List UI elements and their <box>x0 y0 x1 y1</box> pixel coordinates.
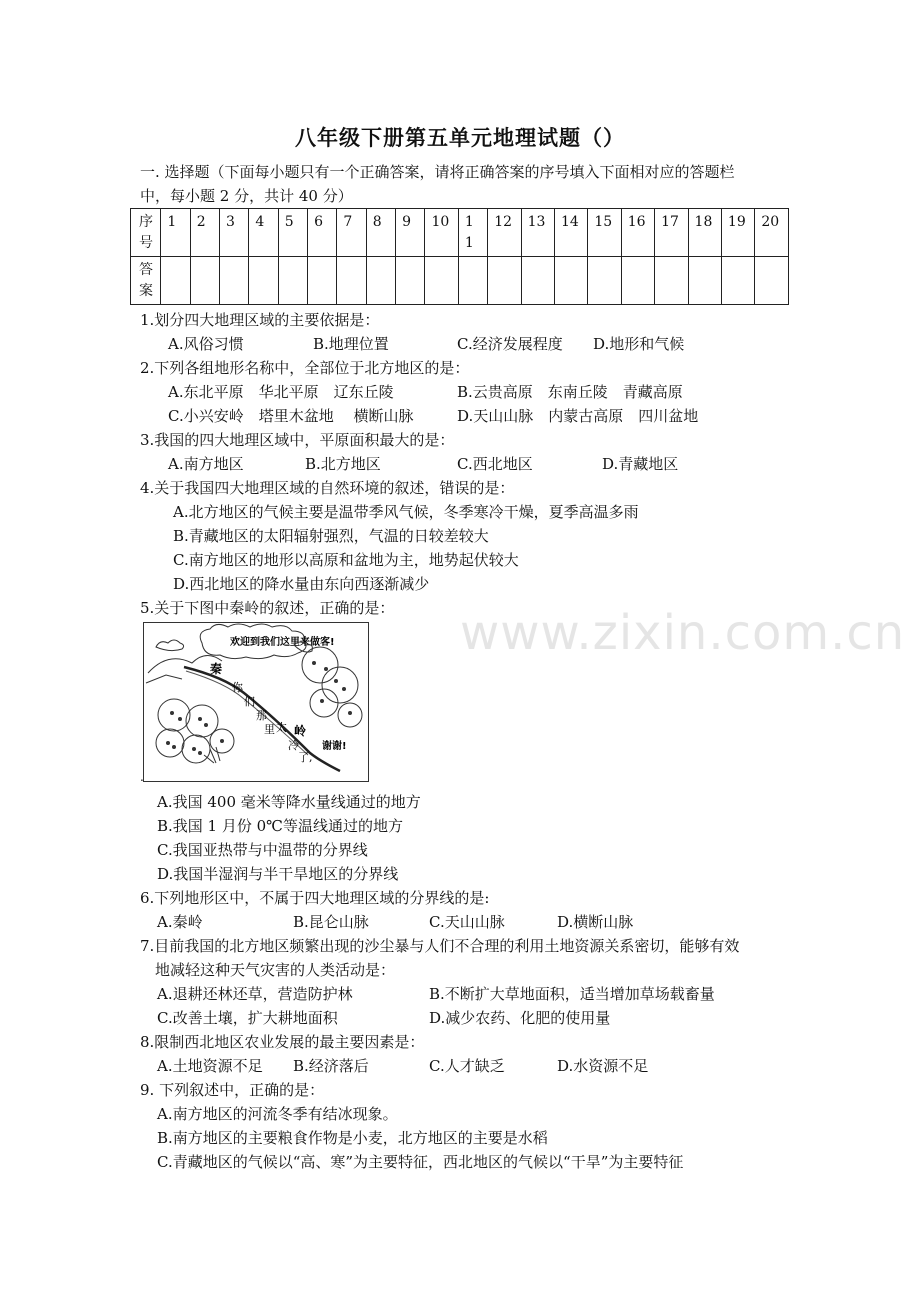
answer-cell[interactable] <box>278 257 307 305</box>
option-d[interactable]: D.地形和气候 <box>593 335 685 353</box>
table-number-cell: 11 <box>458 209 487 257</box>
option-c[interactable]: C.我国亚热带与中温带的分界线 <box>157 841 368 859</box>
cartoon-speech-char: 了, <box>298 751 313 764</box>
question-3-stem: 3.我国的四大地理区域中，平原面积最大的是： <box>140 431 455 449</box>
option-d[interactable]: D.天山山脉 内蒙古高原 四川盆地 <box>457 407 699 425</box>
option-a[interactable]: A.北方地区的气候主要是温带季风气候，冬季寒冷干燥，夏季高温多雨 <box>173 503 639 521</box>
answer-cell[interactable] <box>721 257 754 305</box>
table-number-cell: 2 <box>190 209 219 257</box>
question-1-stem: 1.划分四大地理区域的主要依据是： <box>140 311 380 329</box>
option-c[interactable]: C.经济发展程度 <box>457 335 563 353</box>
answer-cell[interactable] <box>337 257 366 305</box>
table-number-cell: 17 <box>655 209 688 257</box>
answer-cell[interactable] <box>588 257 621 305</box>
answer-cell[interactable] <box>521 257 554 305</box>
option-d[interactable]: D.青藏地区 <box>602 455 679 473</box>
answer-cell[interactable] <box>755 257 789 305</box>
option-d[interactable]: D.西北地区的降水量由东向西逐渐减少 <box>173 575 430 593</box>
option-b[interactable]: B.我国 1 月份 0℃等温线通过的地方 <box>157 817 403 835</box>
cartoon-speech-char: 们 <box>244 695 255 708</box>
option-a[interactable]: A.东北平原 华北平原 辽东丘陵 <box>168 383 394 401</box>
answer-table-answer-row <box>131 257 789 305</box>
answer-table <box>130 208 789 305</box>
option-a[interactable]: A.南方地区的河流冬季有结冰现象。 <box>157 1105 398 1123</box>
cartoon-qin-label: 秦 <box>210 662 223 676</box>
table-number-cell: 14 <box>554 209 587 257</box>
section-instruction-line2: 中，每小题 2 分，共计 40 分） <box>140 187 353 205</box>
answer-cell[interactable] <box>396 257 425 305</box>
answer-cell[interactable] <box>425 257 458 305</box>
answer-cell[interactable] <box>621 257 654 305</box>
answer-cell[interactable] <box>308 257 337 305</box>
table-number-cell: 13 <box>521 209 554 257</box>
figure-anchor-dot: . <box>140 770 144 784</box>
question-6-stem: 6.下列地形区中，不属于四大地理区域的分界线的是: <box>140 889 490 907</box>
option-c[interactable]: C.人才缺乏 <box>429 1057 505 1075</box>
section-instruction-line1: 一. 选择题（下面每小题只有一个正确答案，请将正确答案的序号填入下面相对应的答题栏 <box>140 163 735 181</box>
option-a[interactable]: A.秦岭 <box>157 913 203 931</box>
answer-cell[interactable] <box>554 257 587 305</box>
table-number-cell: 9 <box>396 209 425 257</box>
answer-cell[interactable] <box>366 257 395 305</box>
option-a[interactable]: A.我国 400 毫米等降水量线通过的地方 <box>157 793 421 811</box>
table-number-cell: 16 <box>621 209 654 257</box>
option-c[interactable]: C.小兴安岭 塔里木盆地 横断山脉 <box>168 407 414 425</box>
answer-cell[interactable] <box>190 257 219 305</box>
table-number-cell: 19 <box>721 209 754 257</box>
option-b[interactable]: B.云贵高原 东南丘陵 青藏高原 <box>457 383 683 401</box>
question-5-stem: 5.关于下图中秦岭的叙述，正确的是： <box>140 599 395 617</box>
option-d[interactable]: D.横断山脉 <box>557 913 634 931</box>
option-b[interactable]: B.昆仑山脉 <box>293 913 369 931</box>
table-number-cell: 7 <box>337 209 366 257</box>
cartoon-thanks-text: 谢谢! <box>322 741 347 752</box>
answer-cell[interactable] <box>488 257 521 305</box>
option-c[interactable]: C.西北地区 <box>457 455 533 473</box>
option-b[interactable]: B.经济落后 <box>293 1057 369 1075</box>
option-c[interactable]: C.天山山脉 <box>429 913 505 931</box>
option-b[interactable]: B.青藏地区的太阳辐射强烈，气温的日较差较大 <box>173 527 489 545</box>
option-c[interactable]: C.南方地区的地形以高原和盆地为主，地势起伏较大 <box>173 551 519 569</box>
option-c[interactable]: C.改善土壤，扩大耕地面积 <box>157 1009 338 1027</box>
table-number-cell: 3 <box>220 209 249 257</box>
answer-cell[interactable] <box>458 257 487 305</box>
cartoon-speech-char: 里 <box>264 723 275 736</box>
table-number-cell: 1 <box>161 209 190 257</box>
cartoon-speech-char: 冷 <box>288 739 299 752</box>
option-a[interactable]: A.退耕还林还草，营造防护林 <box>157 985 353 1003</box>
option-a[interactable]: A.土地资源不足 <box>157 1057 263 1075</box>
qinling-cartoon-figure <box>143 622 369 782</box>
answer-cell[interactable] <box>249 257 278 305</box>
option-b[interactable]: B.地理位置 <box>313 335 389 353</box>
answer-cell[interactable] <box>161 257 190 305</box>
question-2-stem: 2.下列各组地形名称中，全部位于北方地区的是： <box>140 359 470 377</box>
question-7-stem-line2: 地减轻这种天气灾害的人类活动是： <box>155 961 396 979</box>
table-header-cell: 答案 <box>131 257 161 305</box>
answer-cell[interactable] <box>655 257 688 305</box>
cartoon-ling-label: 岭 <box>294 724 307 738</box>
cartoon-welcome-text: 欢迎到我们这里来做客! <box>230 637 335 648</box>
cartoon-speech-char: 那 <box>256 709 267 722</box>
table-number-cell: 18 <box>688 209 721 257</box>
option-a[interactable]: A.风俗习惯 <box>168 335 244 353</box>
option-d[interactable]: D.我国半湿润与半干旱地区的分界线 <box>157 865 399 883</box>
answer-table-number-row <box>131 209 789 257</box>
option-d[interactable]: D.减少农药、化肥的使用量 <box>429 1009 611 1027</box>
cartoon-speech-char: 太 <box>276 721 287 734</box>
option-b[interactable]: B.不断扩大草地面积，适当增加草场载畜量 <box>429 985 715 1003</box>
table-number-cell: 6 <box>308 209 337 257</box>
page-title: 八年级下册第五单元地理试题（） <box>295 125 625 150</box>
table-number-cell: 15 <box>588 209 621 257</box>
table-number-cell: 12 <box>488 209 521 257</box>
option-c[interactable]: C.青藏地区的气候以“高、寒”为主要特征，西北地区的气候以“干旱”为主要特征 <box>157 1153 684 1171</box>
table-number-cell: 4 <box>249 209 278 257</box>
option-d[interactable]: D.水资源不足 <box>557 1057 649 1075</box>
cartoon-speech-char: 你 <box>232 681 243 694</box>
option-b[interactable]: B.南方地区的主要粮食作物是小麦，北方地区的主要是水稻 <box>157 1129 548 1147</box>
question-8-stem: 8.限制西北地区农业发展的最主要因素是： <box>140 1033 425 1051</box>
table-number-cell: 8 <box>366 209 395 257</box>
watermark-text: www.zixin.com.cn <box>460 605 906 661</box>
table-number-cell: 20 <box>755 209 789 257</box>
question-9-stem: 9. 下列叙述中，正确的是： <box>140 1081 325 1099</box>
option-b[interactable]: B.北方地区 <box>305 455 381 473</box>
question-4-stem: 4.关于我国四大地理区域的自然环境的叙述，错误的是： <box>140 479 515 497</box>
table-number-cell: 5 <box>278 209 307 257</box>
table-number-cell: 10 <box>425 209 458 257</box>
answer-cell[interactable] <box>688 257 721 305</box>
answer-cell[interactable] <box>220 257 249 305</box>
cartoon-illustration <box>144 623 368 781</box>
table-header-cell: 序号 <box>131 209 161 257</box>
option-a[interactable]: A.南方地区 <box>168 455 244 473</box>
question-7-stem-line1: 7.目前我国的北方地区频繁出现的沙尘暴与人们不合理的利用土地资源关系密切，能够有效 <box>140 937 740 955</box>
